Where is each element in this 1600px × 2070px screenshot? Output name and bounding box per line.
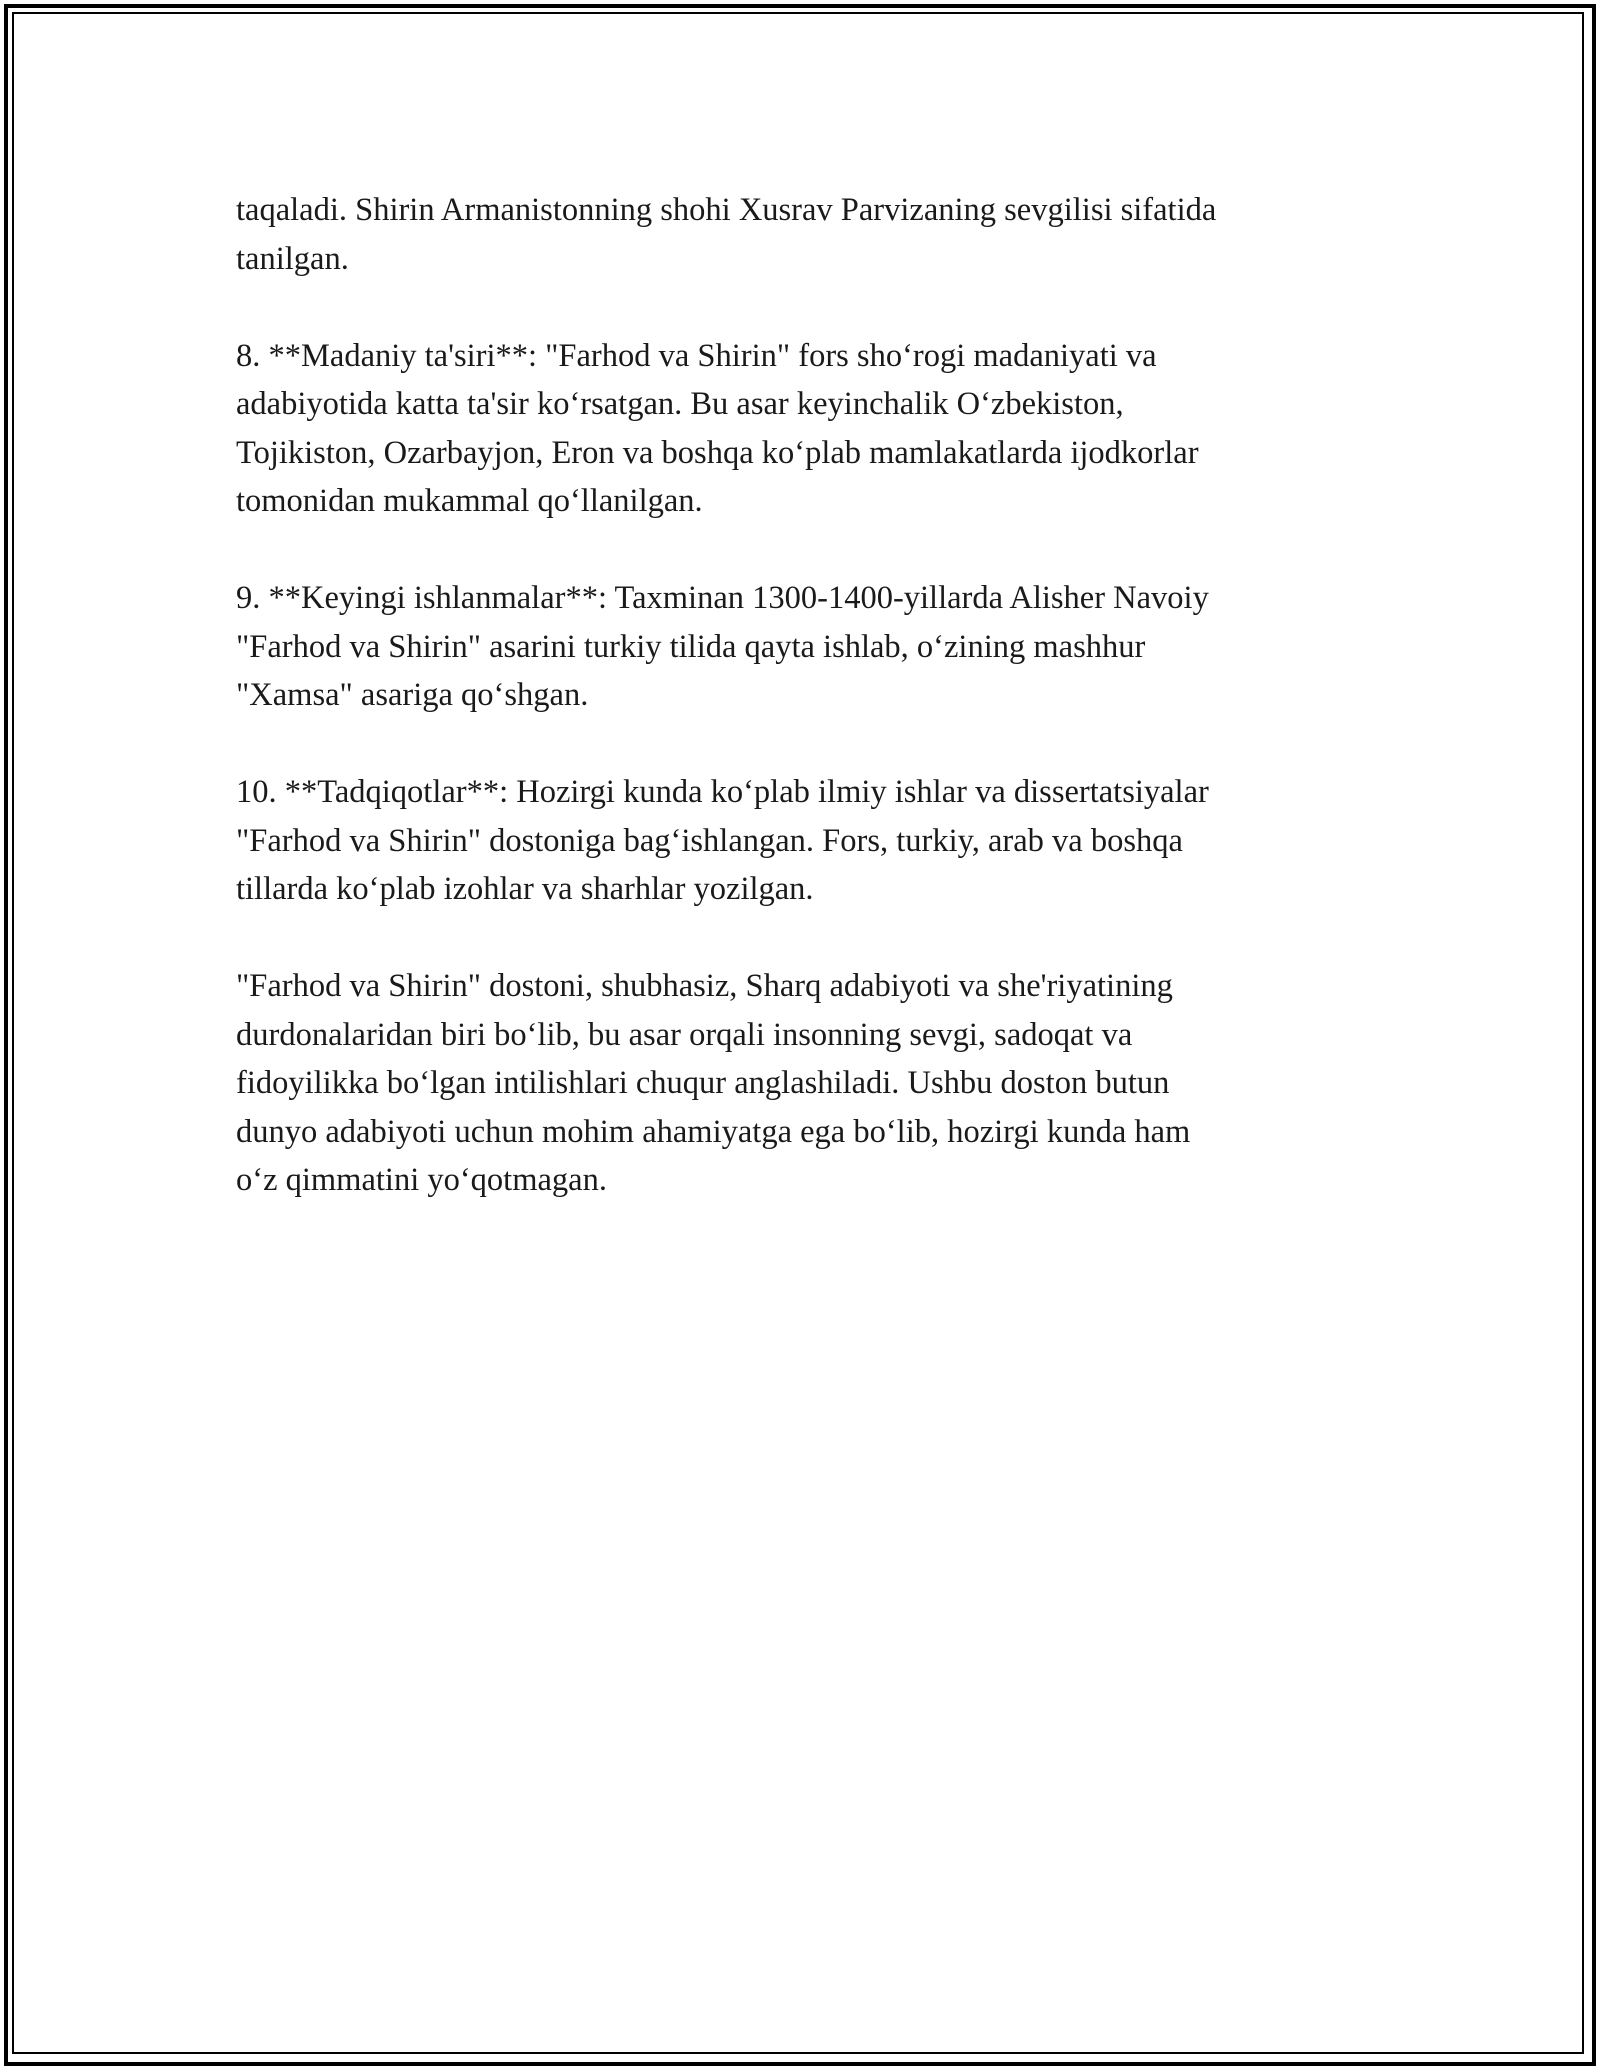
text-line: "Xamsa" asariga qo‘shgan. (236, 677, 589, 713)
text-line: "Farhod va Shirin" dostoni, shubhasiz, Sharq adabiyoti va she'riyatining (236, 968, 1173, 1004)
text-line: 10. **Tadqiqotlar**: Hozirgi kunda ko‘plab ilmiy ishlar va dissertatsiyalar (236, 774, 1209, 810)
paragraph-item-8 (236, 332, 1376, 526)
text-line: tanilgan. (236, 240, 349, 277)
text-line: fidoyilikka bo‘lgan intilishlari chuqur anglashiladi. Ushbu doston butun (236, 1065, 1170, 1101)
paragraph-intro-continuation (236, 186, 1376, 283)
paragraph-item-10 (236, 768, 1376, 914)
document-body (236, 186, 1376, 1253)
text-line: durdonalaridan biri bo‘lib, bu asar orqali insonning sevgi, sadoqat va (236, 1016, 1133, 1053)
paragraph-conclusion (236, 962, 1376, 1205)
text-line: 9. **Keyingi ishlanmalar**: Taxminan 1300-1400-yillarda Alisher Navoiy (236, 580, 1209, 616)
text-line: adabiyotida katta ta'sir ko‘rsatgan. Bu asar keyinchalik O‘zbekiston, (236, 386, 1124, 422)
text-line: o‘z qimmatini yo‘qotmagan. (236, 1162, 607, 1198)
paragraph-item-9 (236, 574, 1376, 720)
text-line: Tojikiston, Ozarbayjon, Eron va boshqa ko‘plab mamlakatlarda ijodkorlar (236, 434, 1199, 471)
text-line: dunyo adabiyoti uchun mohim ahamiyatga ega bo‘lib, hozirgi kunda ham (236, 1113, 1191, 1150)
text-line: tomonidan mukammal qo‘llanilgan. (236, 483, 703, 519)
text-line: "Farhod va Shirin" dostoniga bag‘ishlangan. Fors, turkiy, arab va boshqa (236, 822, 1183, 859)
text-line: 8. **Madaniy ta'siri**: "Farhod va Shirin" fors sho‘rogi madaniyati va (236, 337, 1157, 374)
text-line: tillarda ko‘plab izohlar va sharhlar yozilgan. (236, 871, 814, 907)
text-line: taqaladi. Shirin Armanistonning shohi Xusrav Parvizaning sevgilisi sifatida (236, 192, 1217, 228)
text-line: "Farhod va Shirin" asarini turkiy tilida qayta ishlab, o‘zining mashhur (236, 628, 1146, 665)
